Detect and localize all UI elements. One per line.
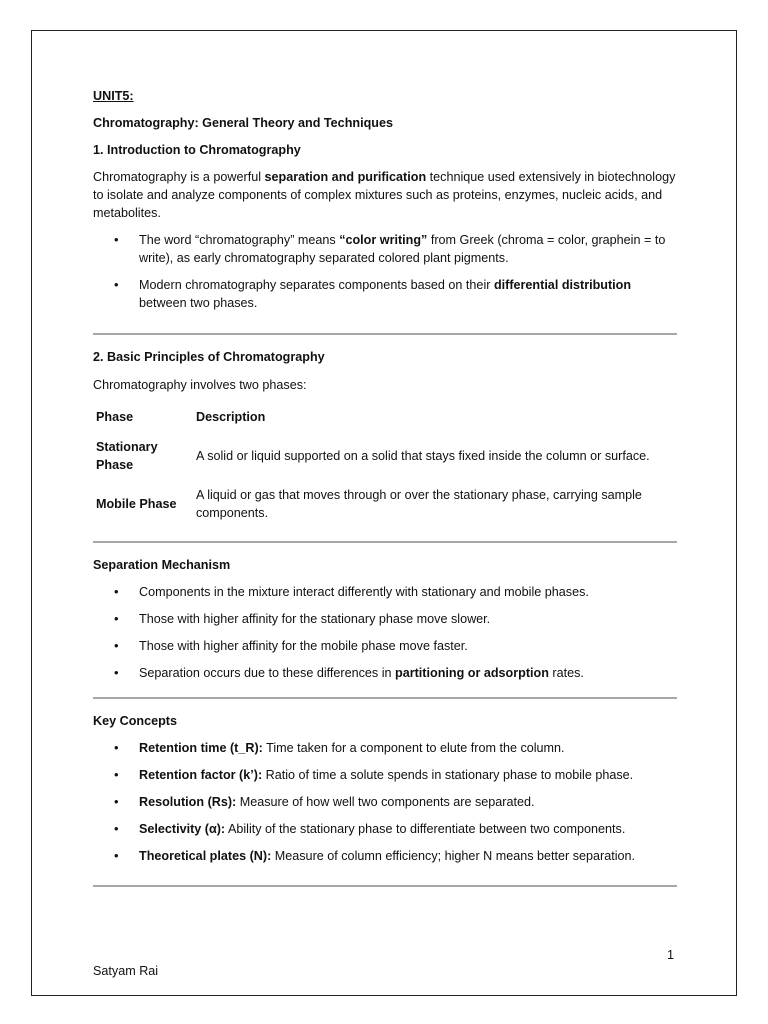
table-header-description: Description: [196, 410, 266, 424]
list-item: [93, 766, 677, 784]
intro-text-start: Chromatography is a powerful: [93, 170, 265, 184]
separation-bullet-list: [93, 583, 677, 682]
list-item: [93, 739, 677, 757]
section2-heading: 2. Basic Principles of Chromatography: [93, 350, 325, 364]
list-item: [93, 664, 677, 682]
concept-term: Resolution (Rs):: [139, 795, 237, 809]
unit-title: UNIT5:: [93, 89, 134, 103]
divider: [93, 885, 677, 887]
key-concepts-heading: Key Concepts: [93, 714, 177, 728]
section1-bullet-list: [93, 231, 677, 312]
bullet-bold-text: differential distribution: [493, 278, 632, 292]
separation-heading: Separation Mechanism: [93, 558, 231, 572]
bullet-bold-text: partitioning or adsorption: [395, 666, 549, 680]
bullet-text: rates.: [548, 666, 584, 680]
bullet-text: Modern chromatography separates components based on their: [139, 278, 494, 292]
list-item: [93, 231, 677, 267]
list-item: • Those with higher affinity for the stationary phase move slower.: [93, 610, 677, 628]
bullet-text: between two phases.: [139, 296, 258, 310]
divider: [93, 697, 677, 699]
concept-definition: Ability of the stationary phase to differentiate between two components.: [225, 822, 626, 836]
table-header-row: [93, 405, 677, 429]
table-header-phase: Phase: [96, 410, 134, 424]
concept-definition: Time taken for a component to elute from the column.: [262, 741, 565, 755]
list-item: • Those with higher affinity for the mobile phase move faster.: [93, 637, 677, 655]
table-cell-description: A liquid or gas that moves through or over the stationary phase, carrying sample components.: [196, 488, 642, 520]
document-body: [93, 87, 677, 887]
key-concepts-list: [93, 739, 677, 865]
intro-bold-text: separation and purification: [264, 170, 427, 184]
table-cell-description: A solid or liquid supported on a solid that stays fixed inside the column or surface.: [196, 449, 650, 463]
list-item: • Components in the mixture interact differently with stationary and mobile phases.: [93, 583, 677, 601]
concept-term: Retention factor (k’):: [139, 768, 263, 782]
concept-term: Selectivity (α):: [139, 822, 226, 836]
phase-table: [93, 405, 677, 525]
section1-intro: [93, 168, 677, 222]
main-title: Chromatography: General Theory and Techniques: [93, 116, 393, 130]
list-item: [93, 820, 677, 838]
bullet-bold-text: “color writing”: [339, 233, 428, 247]
table-cell-phase: Mobile Phase: [96, 497, 177, 511]
divider: [93, 541, 677, 543]
section1-heading: 1. Introduction to Chromatography: [93, 143, 301, 157]
author-name: Satyam Rai: [93, 964, 159, 978]
page-number: 1: [667, 948, 675, 962]
concept-term: Theoretical plates (N):: [139, 849, 272, 863]
section2-intro: Chromatography involves two phases:: [93, 378, 307, 392]
concept-definition: Measure of column efficiency; higher N means better separation.: [271, 849, 636, 863]
list-item: [93, 793, 677, 811]
table-cell-phase: Stationary Phase: [96, 440, 158, 472]
concept-term: Retention time (t_R):: [139, 741, 263, 755]
list-item: [93, 276, 677, 312]
divider: [93, 333, 677, 335]
intro-text-end: technique used extensively in biotechnology to isolate and analyze components of complex mixtures such as proteins, enzymes, nucleic acids, and metabolites.: [93, 170, 676, 220]
concept-definition: Ratio of time a solute spends in stationary phase to mobile phase.: [262, 768, 634, 782]
list-item: [93, 847, 677, 865]
concept-definition: Measure of how well two components are separated.: [236, 795, 535, 809]
bullet-text: from Greek (chroma = color, graphein = to write), as early chromatography separated colored plant pigments.: [139, 233, 666, 265]
table-row: [93, 483, 677, 525]
bullet-text: The word “chromatography” means: [139, 233, 340, 247]
table-row: [93, 429, 677, 483]
bullet-text: Separation occurs due to these differences in: [139, 666, 396, 680]
